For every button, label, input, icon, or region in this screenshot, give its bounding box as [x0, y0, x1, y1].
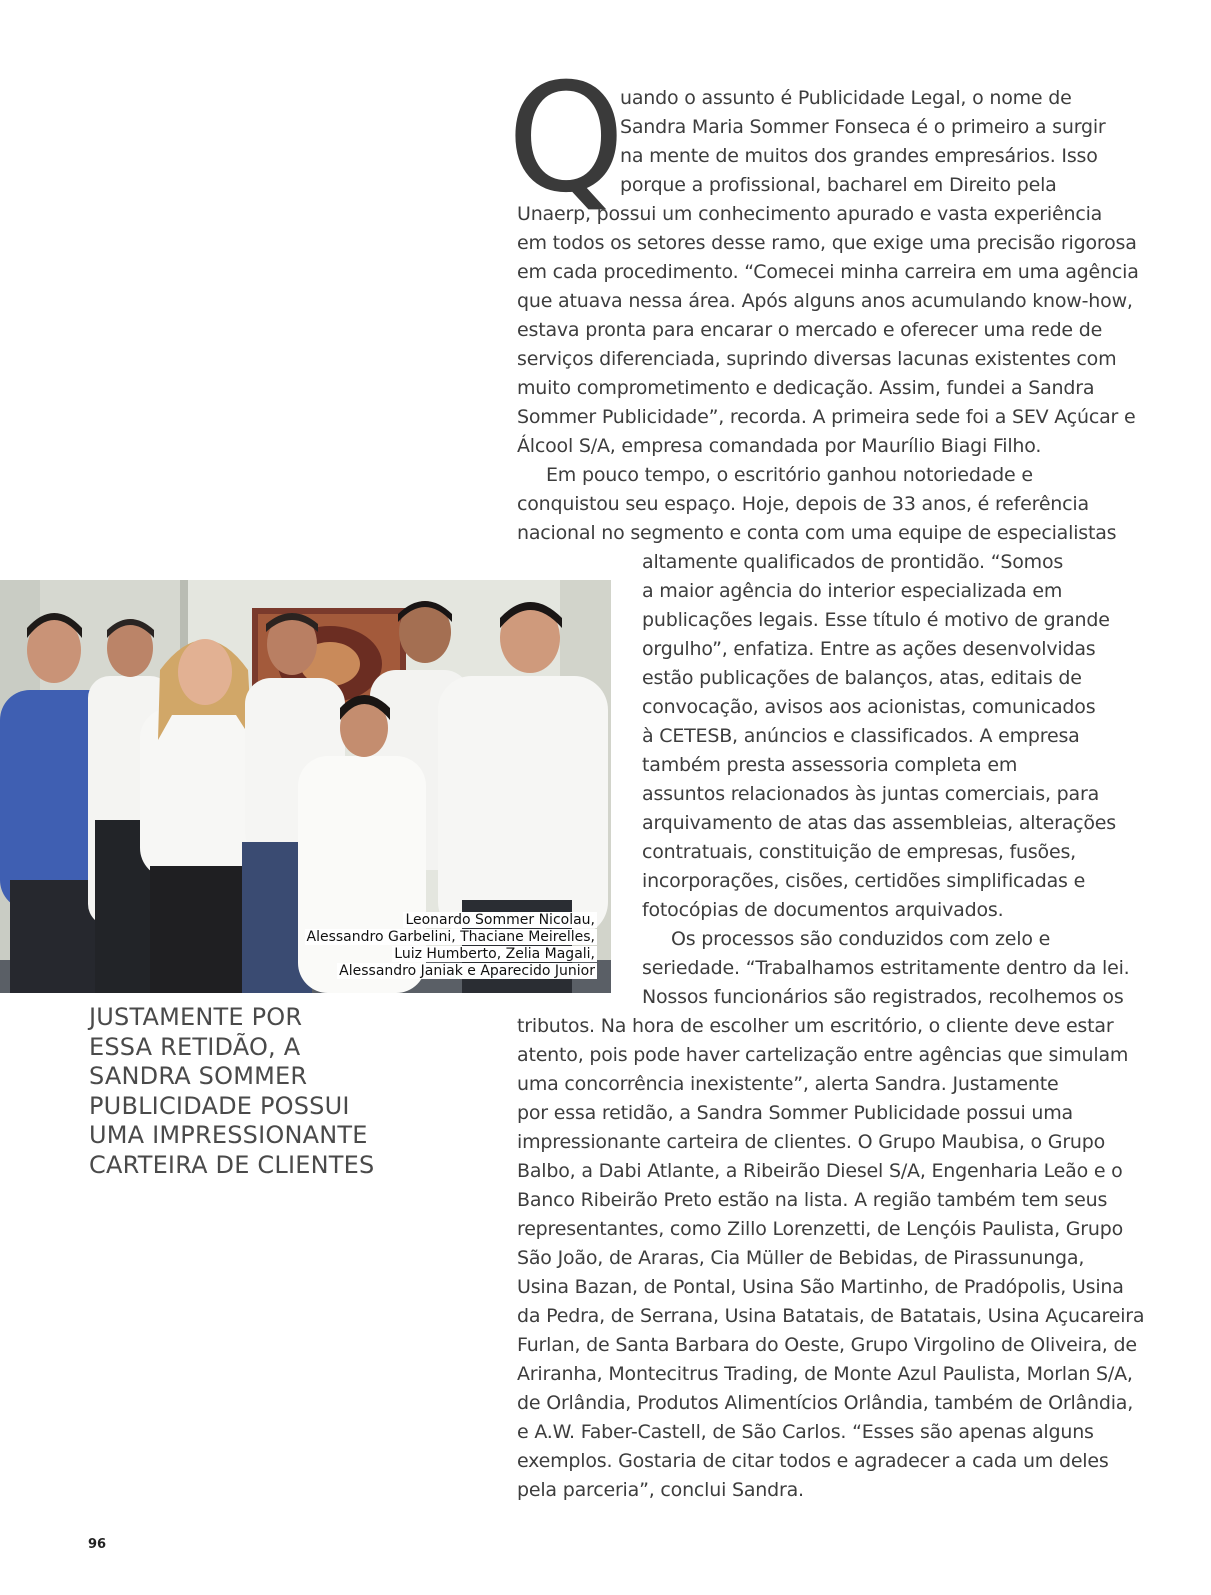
article-line: estava pronta para encarar o mercado e oferecer uma rede de	[517, 319, 1103, 341]
article-line: em todos os setores desse ramo, que exige uma precisão rigorosa	[517, 232, 1137, 254]
article-line: que atuava nessa área. Após alguns anos acumulando know-how,	[517, 290, 1133, 312]
article-line: muito comprometimento e dedicação. Assim, fundei a Sandra	[517, 377, 1095, 399]
team-photo	[0, 580, 611, 993]
caption-line: Leonardo Sommer Nicolau,	[405, 912, 595, 928]
drop-cap: Q	[507, 52, 626, 226]
article-line: contratuais, constituição de empresas, fusões,	[642, 841, 1077, 863]
article-line: a maior agência do interior especializada em	[642, 580, 1063, 602]
article-line: de Orlândia, Produtos Alimentícios Orlândia, também de Orlândia,	[517, 1392, 1134, 1414]
article-line: Banco Ribeirão Preto estão na lista. A região também tem seus	[517, 1189, 1108, 1211]
article-line: Álcool S/A, empresa comandada por Maurílio Biagi Filho.	[517, 435, 1042, 457]
photo-caption	[305, 912, 597, 980]
caption-line: Alessandro Janiak e Aparecido Junior	[339, 963, 595, 979]
article-line: e A.W. Faber-Castell, de São Carlos. “Esses são apenas alguns	[517, 1421, 1094, 1443]
article-line: tributos. Na hora de escolher um escritório, o cliente deve estar	[517, 1015, 1114, 1037]
article-line: Ariranha, Montecitrus Trading, de Monte Azul Paulista, Morlan S/A,	[517, 1363, 1133, 1385]
article-line: da Pedra, de Serrana, Usina Batatais, de Batatais, Usina Açucareira	[517, 1305, 1145, 1327]
pull-quote-line: CARTEIRA DE CLIENTES	[89, 1150, 375, 1179]
article-line: Unaerp, possui um conhecimento apurado e vasta experiência	[517, 203, 1103, 225]
article-line: atento, pois pode haver cartelização entre agências que simulam	[517, 1044, 1129, 1066]
pull-quote-line: JUSTAMENTE POR	[89, 1003, 303, 1031]
pull-quote-line: PUBLICIDADE POSSUI	[89, 1091, 350, 1120]
article-line: impressionante carteira de clientes. O Grupo Maubisa, o Grupo	[517, 1131, 1106, 1153]
pull-quote	[89, 1003, 419, 1180]
article-line: publicações legais. Esse título é motivo de grande	[642, 609, 1110, 631]
article-line: altamente qualificados de prontidão. “Somos	[642, 551, 1064, 573]
article-line: arquivamento de atas das assembleias, alterações	[642, 812, 1116, 834]
article-line: porque a profissional, bacharel em Direito pela	[620, 174, 1057, 196]
article-line: São João, de Araras, Cia Müller de Bebidas, de Pirassununga,	[517, 1247, 1085, 1269]
article-line: por essa retidão, a Sandra Sommer Publicidade possui uma	[517, 1102, 1073, 1124]
article-line: exemplos. Gostaria de citar todos e agradecer a cada um deles	[517, 1450, 1109, 1472]
article-line: pela parceria”, conclui Sandra.	[517, 1479, 804, 1501]
article-line: orgulho”, enfatiza. Entre as ações desenvolvidas	[642, 638, 1096, 660]
caption-line: Luiz Humberto, Zelia Magali,	[394, 946, 595, 962]
article-line: Furlan, de Santa Barbara do Oeste, Grupo Virgolino de Oliveira, de	[517, 1334, 1137, 1356]
article-line: Nossos funcionários são registrados, recolhemos os	[642, 986, 1124, 1008]
article-line: Balbo, a Dabi Atlante, a Ribeirão Diesel S/A, Engenharia Leão e o	[517, 1160, 1123, 1182]
article-line: conquistou seu espaço. Hoje, depois de 33 anos, é referência	[517, 493, 1089, 515]
article-line: Os processos são conduzidos com zelo e	[671, 928, 1051, 950]
article-line: Sommer Publicidade”, recorda. A primeira sede foi a SEV Açúcar e	[517, 406, 1136, 428]
article-line: nacional no segmento e conta com uma equipe de especialistas	[517, 522, 1117, 544]
article-line: uma concorrência inexistente”, alerta Sandra. Justamente	[517, 1073, 1059, 1095]
article-line: em cada procedimento. “Comecei minha carreira em uma agência	[517, 261, 1139, 283]
article-line: representantes, como Zillo Lorenzetti, de Lençóis Paulista, Grupo	[517, 1218, 1124, 1240]
article-line: à CETESB, anúncios e classificados. A empresa	[642, 725, 1080, 747]
article-line: incorporações, cisões, certidões simplificadas e	[642, 870, 1086, 892]
page-number: 96	[88, 1537, 107, 1552]
article-line: assuntos relacionados às juntas comerciais, para	[642, 783, 1100, 805]
article-line: serviços diferenciada, suprindo diversas lacunas existentes com	[517, 348, 1117, 370]
article-line: na mente de muitos dos grandes empresários. Isso	[620, 145, 1098, 167]
article-line: seriedade. “Trabalhamos estritamente dentro da lei.	[642, 957, 1130, 979]
article-line: estão publicações de balanços, atas, editais de	[642, 667, 1082, 689]
article-line: Usina Bazan, de Pontal, Usina São Martinho, de Pradópolis, Usina	[517, 1276, 1124, 1298]
article-line: Sandra Maria Sommer Fonseca é o primeiro a surgir	[620, 116, 1106, 138]
article-line: também presta assessoria completa em	[642, 754, 1018, 776]
article-line: fotocópias de documentos arquivados.	[642, 899, 1004, 921]
article-line: Em pouco tempo, o escritório ganhou notoriedade e	[546, 464, 1033, 486]
article-line: convocação, avisos aos acionistas, comunicados	[642, 696, 1096, 718]
article-line: uando o assunto é Publicidade Legal, o nome de	[620, 87, 1072, 109]
pull-quote-line: SANDRA SOMMER	[89, 1062, 308, 1090]
pull-quote-line: ESSA RETIDÃO, A	[89, 1032, 301, 1061]
caption-line: Alessandro Garbelini, Thaciane Meirelles,	[306, 929, 595, 945]
pull-quote-line: UMA IMPRESSIONANTE	[89, 1121, 368, 1149]
